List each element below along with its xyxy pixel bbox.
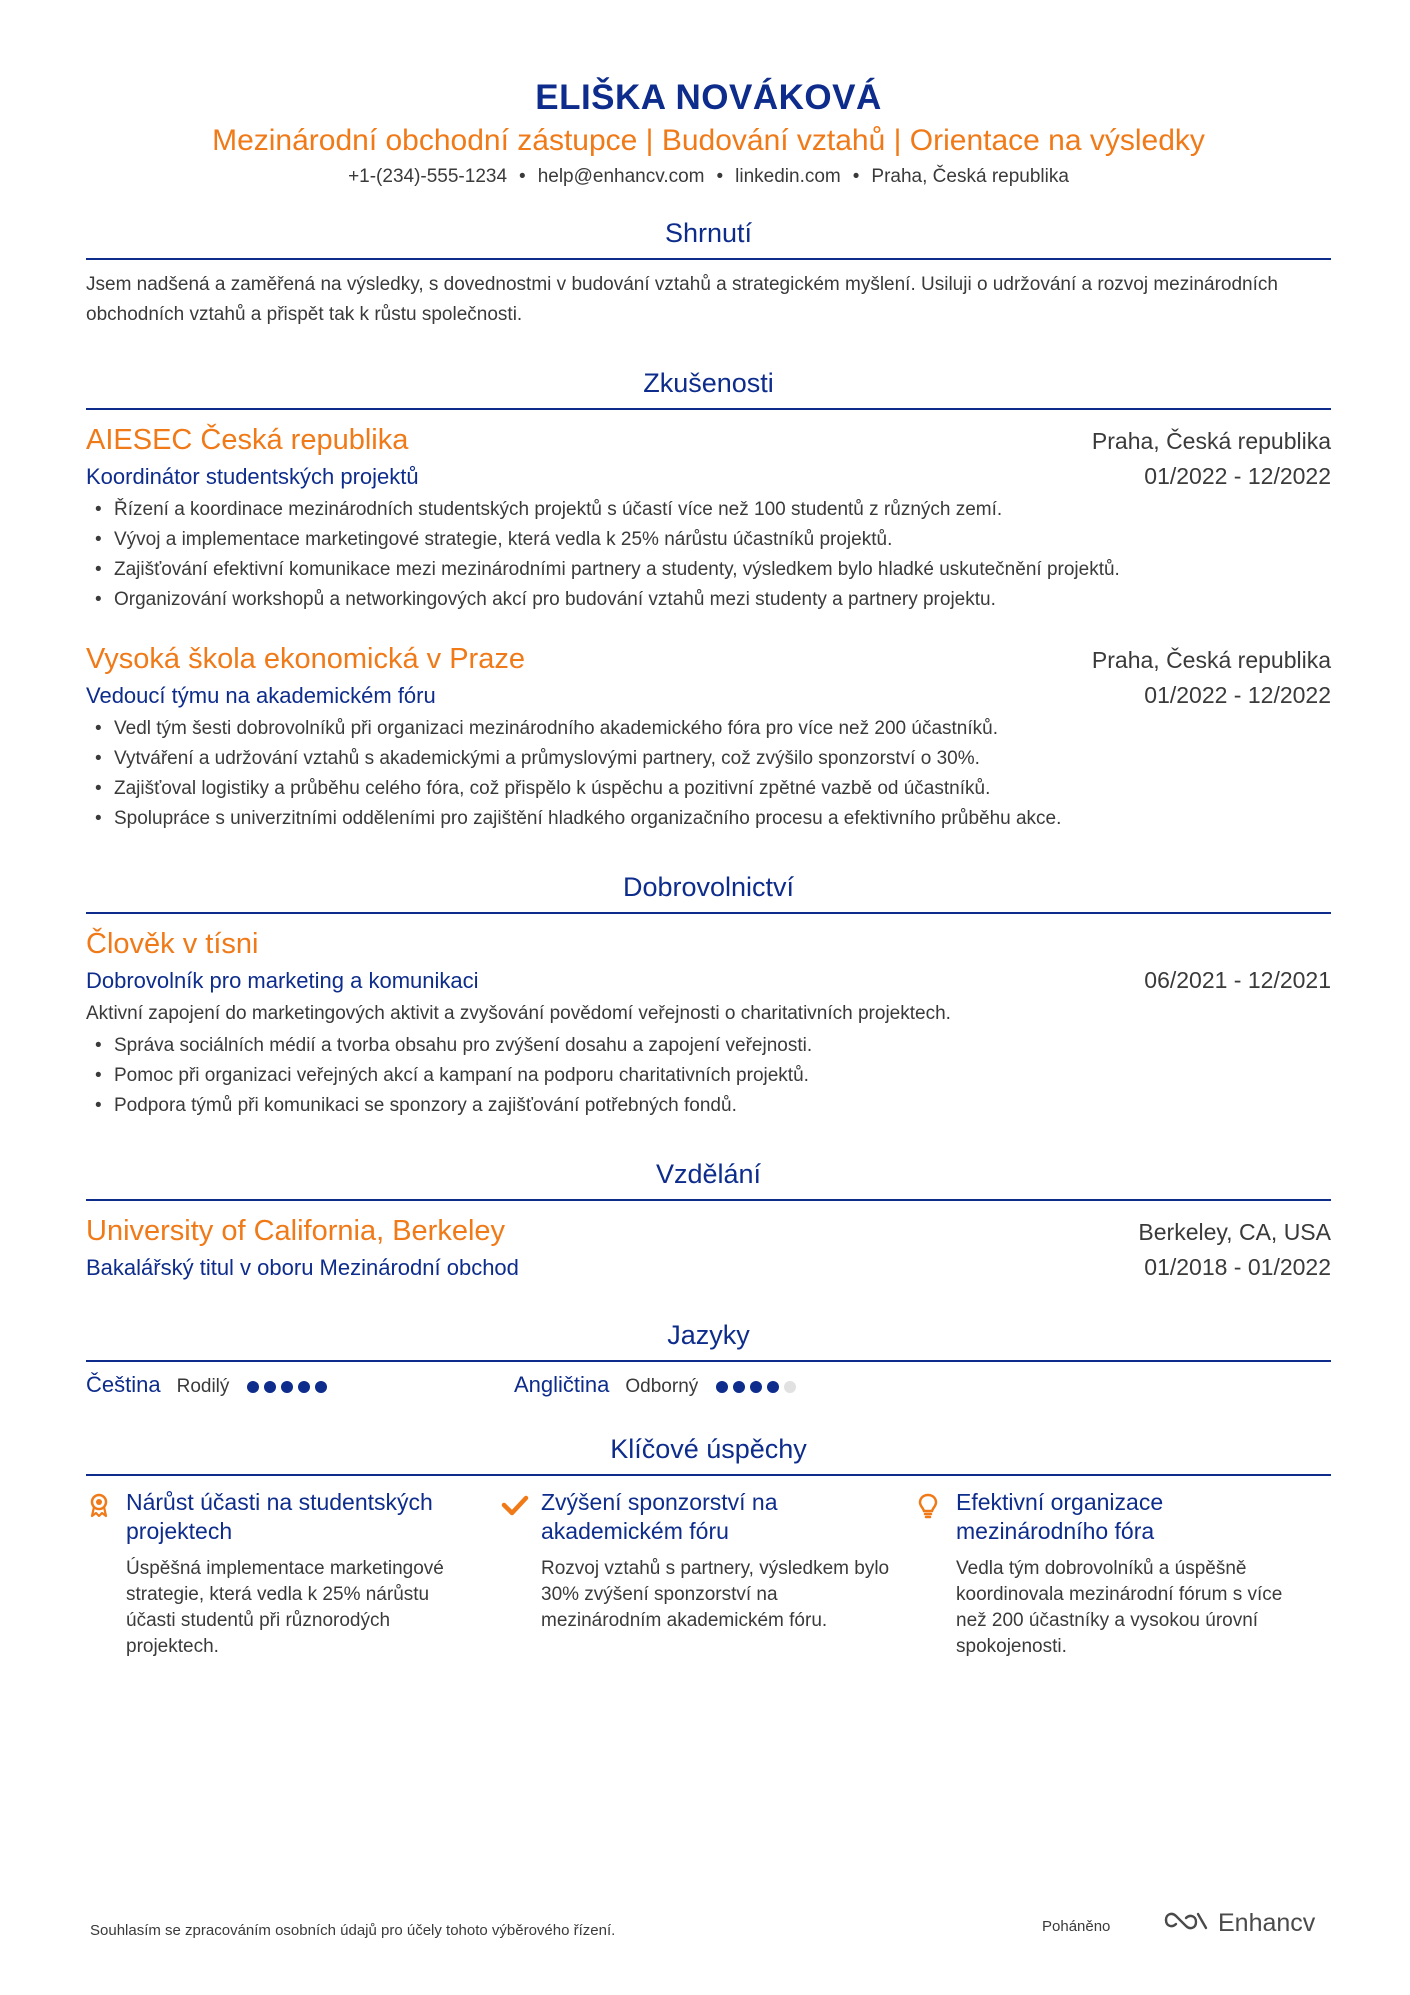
language-name: Angličtina: [514, 1372, 610, 1397]
powered-by-label: Poháněno: [1042, 1918, 1111, 1935]
section-title-achievements: Klíčové úspěchy: [86, 1432, 1331, 1476]
bullet-item: • Řízení a koordinace mezinárodních studentských projektů s účastí více než 100 studentů z různých zemí.: [86, 495, 1331, 525]
enhancv-logo-icon: [1162, 1908, 1210, 1939]
entry-dates: 01/2018 - 01/2022: [1144, 1254, 1331, 1280]
education-entry: [86, 1211, 1331, 1284]
achievement-title: Zvýšení sponzorství na akademickém fóru: [541, 1489, 778, 1544]
contact-phone: +1-(234)-555-1234: [348, 166, 508, 187]
contact-location: Praha, Česká republika: [871, 166, 1069, 187]
bullet-item: • Správa sociálních médií a tvorba obsahu pro zvýšení dosahu a zapojení veřejnosti.: [86, 1031, 1331, 1061]
brand-name: Enhancv: [1218, 1909, 1316, 1937]
language-name: Čeština: [86, 1372, 161, 1397]
entry-location: Berkeley, CA, USA: [1138, 1219, 1331, 1245]
enhancv-brand[interactable]: [1162, 1908, 1315, 1939]
entry-location: Praha, Česká republika: [1091, 647, 1331, 673]
experience-entry: [86, 639, 1331, 834]
rating-dot-filled: [767, 1381, 779, 1393]
bullet-list: [86, 714, 1331, 834]
section-title-languages: Jazyky: [86, 1318, 1331, 1362]
education-section: [86, 1157, 1331, 1284]
achievement-text: Rozvoj vztahů s partnery, výsledkem bylo 30% zvýšení sponzorství na mezinárodním akademickém fóru.: [541, 1558, 890, 1631]
contact-line: [86, 164, 1331, 190]
languages-section: [86, 1318, 1331, 1398]
entry-dates: 01/2022 - 12/2022: [1144, 682, 1331, 708]
bullet-item: • Podpora týmů při komunikaci se sponzory a zajišťování potřebných fondů.: [86, 1091, 1331, 1121]
consent-text: Souhlasím se zpracováním osobních údajů pro účely tohoto výběrového řízení.: [90, 1922, 616, 1939]
resume-page: [86, 0, 1331, 1660]
section-title-experience: Zkušenosti: [86, 366, 1331, 410]
job-role: Koordinátor studentských projektů: [86, 464, 419, 489]
language-item: [86, 1372, 514, 1398]
contact-email[interactable]: help@enhancv.com: [537, 166, 705, 187]
job-role: Vedoucí týmu na akademickém fóru: [86, 683, 436, 708]
bullet-item: • Vývoj a implementace marketingové strategie, která vedla k 25% nárůstu účastníků projektů.: [86, 525, 1331, 555]
volunteer-role: Dobrovolník pro marketing a komunikaci: [86, 968, 479, 993]
achievements-section: [86, 1432, 1331, 1660]
rating-dot-filled: [298, 1381, 310, 1393]
rating-dot-filled: [281, 1381, 293, 1393]
achievement-title: Nárůst účasti na studentských projektech: [126, 1489, 433, 1544]
achievement-text: Vedla tým dobrovolníků a úspěšně koordinovala mezinárodní fórum s více než 200 účastníky a vysokou úrovní spokojenosti.: [956, 1558, 1283, 1657]
language-level: Odborný: [625, 1376, 699, 1397]
award-icon: [86, 1488, 126, 1660]
entry-description: Aktivní zapojení do marketingových aktivit a zvyšování povědomí veřejnosti o charitativních projektech.: [86, 1003, 951, 1024]
bullet-item: • Spolupráce s univerzitními odděleními pro zajištění hladkého organizačního procesu a efektivního průběhu akce.: [86, 804, 1331, 834]
candidate-tagline: Mezinárodní obchodní zástupce | Budování vztahů | Orientace na výsledky: [212, 124, 1205, 157]
achievement-text: Úspěšná implementace marketingové strategie, která vedla k 25% nárůstu účasti studentů při různorodých projektech.: [126, 1558, 444, 1657]
bullet-item: • Zajišťování efektivní komunikace mezi mezinárodními partnery a studenty, výsledkem bylo hladké uskutečnění projektů.: [86, 555, 1331, 585]
school-name: University of California, Berkeley: [86, 1215, 506, 1247]
bullet-list: [86, 495, 1331, 615]
contact-linkedin[interactable]: linkedin.com: [735, 166, 841, 187]
section-title-summary: Shrnutí: [86, 216, 1331, 260]
bullet-item: • Vytváření a udržování vztahů s akademickými a průmyslovými partnery, což zvýšilo sponzorství o 30%.: [86, 744, 1331, 774]
summary-section: [86, 216, 1331, 330]
achievement-item: [501, 1488, 916, 1660]
language-level: Rodilý: [176, 1376, 230, 1397]
summary-text: Jsem nadšená a zaměřená na výsledky, s dovednostmi v budování vztahů a strategickém myšlení. Usiluji o udržování a rozvoj mezinárodních obchodních vztahů a přispět tak k růstu společnosti.: [86, 274, 1278, 325]
bullet-item: • Zajišťoval logistiky a průběhu celého fóra, což přispělo k úspěchu a pozitivní zpětné vazbě od účastníků.: [86, 774, 1331, 804]
section-title-volunteering: Dobrovolnictví: [86, 870, 1331, 914]
company-name: Vysoká škola ekonomická v Praze: [86, 643, 525, 675]
experience-section: [86, 366, 1331, 834]
section-title-education: Vzdělání: [86, 1157, 1331, 1201]
rating-dot-filled: [247, 1381, 259, 1393]
contact-separator: •: [716, 166, 724, 187]
candidate-name: ELIŠKA NOVÁKOVÁ: [535, 78, 882, 117]
language-item: [514, 1372, 942, 1398]
rating-dot-filled: [750, 1381, 762, 1393]
bullet-item: • Vedl tým šesti dobrovolníků při organizaci mezinárodního akademického fóra pro více než 200 účastníků.: [86, 714, 1331, 744]
check-icon: [501, 1488, 541, 1660]
experience-entry: [86, 420, 1331, 615]
bullet-list: [86, 1031, 1331, 1121]
bullet-item: • Organizování workshopů a networkingových akcí pro budování vztahů mezi studenty a partnery projektu.: [86, 585, 1331, 615]
rating-dot-filled: [716, 1381, 728, 1393]
company-name: AIESEC Česká republika: [86, 424, 409, 456]
organization-name: Člověk v tísni: [86, 928, 259, 960]
achievement-item: [916, 1488, 1331, 1660]
contact-separator: •: [519, 166, 526, 187]
achievement-title: Efektivní organizace mezinárodního fóra: [956, 1489, 1164, 1544]
rating-dot-filled: [315, 1381, 327, 1393]
volunteering-entry: [86, 924, 1331, 1121]
degree: Bakalářský titul v oboru Mezinárodní obchod: [86, 1255, 519, 1280]
rating-dot-filled: [733, 1381, 745, 1393]
achievement-item: [86, 1488, 501, 1660]
bullet-item: • Pomoc při organizaci veřejných akcí a kampaní na podporu charitativních projektů.: [86, 1061, 1331, 1091]
entry-dates: 06/2021 - 12/2021: [1144, 967, 1331, 993]
lightbulb-icon: [916, 1488, 956, 1660]
language-rating: [247, 1381, 327, 1393]
entry-dates: 01/2022 - 12/2022: [1144, 463, 1331, 489]
rating-dot-filled: [264, 1381, 276, 1393]
entry-location: Praha, Česká republika: [1091, 428, 1331, 454]
language-rating: [716, 1381, 796, 1393]
volunteering-section: [86, 870, 1331, 1121]
contact-separator: •: [852, 166, 860, 187]
rating-dot-empty: [784, 1381, 796, 1393]
